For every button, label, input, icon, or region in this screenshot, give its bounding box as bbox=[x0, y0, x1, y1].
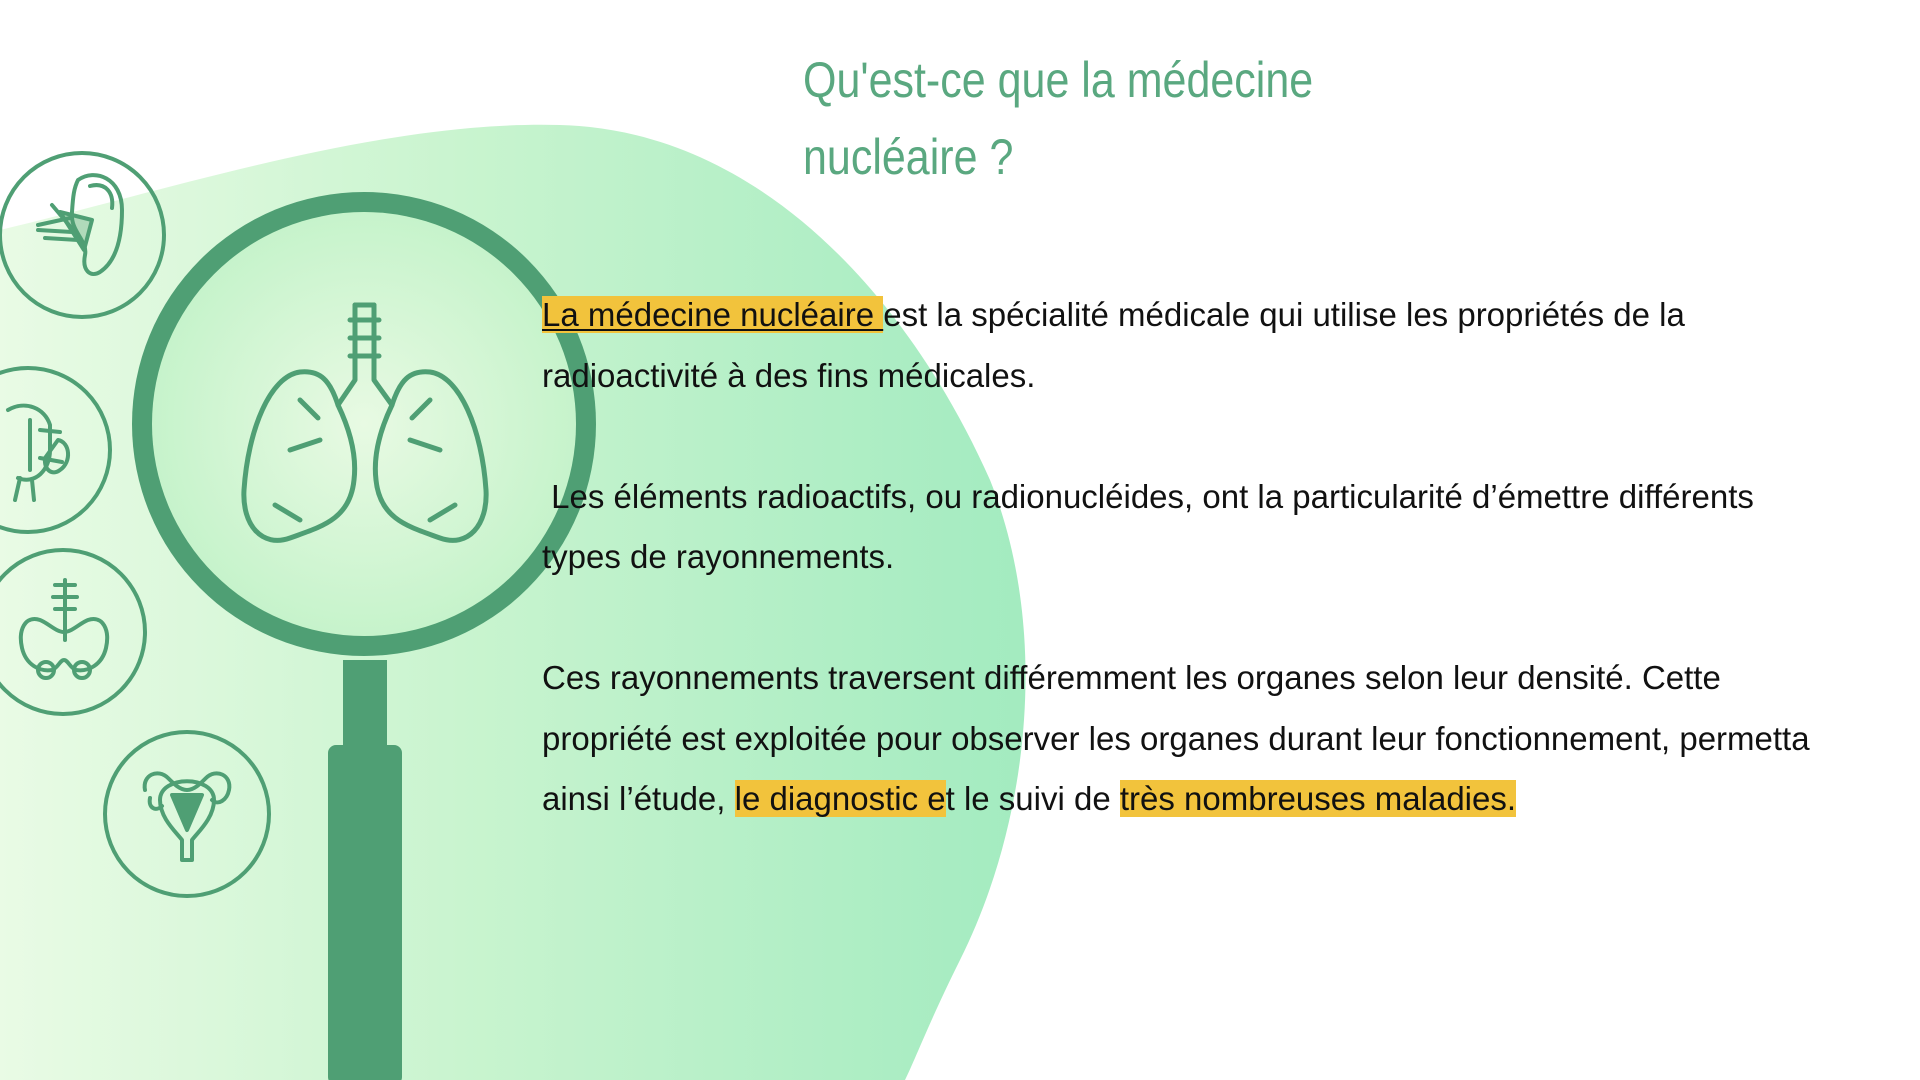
paragraph-radiation bbox=[542, 648, 1920, 830]
paragraph-line: radioactivité à des fins médicales. bbox=[542, 356, 1036, 394]
paragraph-line: Les éléments radioactifs, ou radionucléides, ont la particularité d’émettre différents bbox=[542, 477, 1754, 515]
paragraph-radionuclides bbox=[542, 467, 1920, 588]
slide-title bbox=[803, 42, 1405, 196]
paragraph-line: Ces rayonnements traversent différemment les organes selon leur densité. Cette bbox=[542, 659, 1721, 696]
paragraph-line bbox=[542, 769, 1920, 830]
highlighted-diagnostic: le diagnostic e bbox=[734, 780, 946, 817]
paragraph-line: propriété est exploitée pour observer les organes durant leur fonctionnement, permetta bbox=[542, 719, 1810, 757]
paragraph-line bbox=[542, 285, 1920, 346]
body-text bbox=[542, 285, 1920, 890]
text-segment: t le suivi de bbox=[945, 780, 1120, 817]
text-segment: ainsi l’étude, bbox=[542, 780, 735, 817]
highlighted-term: La médecine nucléaire bbox=[542, 296, 884, 333]
text-segment: est la spécialité médicale qui utilise les propriétés de la bbox=[883, 296, 1685, 333]
highlighted-diseases: très nombreuses maladies. bbox=[1119, 780, 1517, 817]
title-line-1: Qu'est-ce que la médecine bbox=[803, 52, 1314, 108]
paragraph-definition bbox=[542, 285, 1920, 406]
paragraph-line: types de rayonnements. bbox=[542, 538, 895, 575]
title-line-2: nucléaire ? bbox=[803, 129, 1014, 185]
